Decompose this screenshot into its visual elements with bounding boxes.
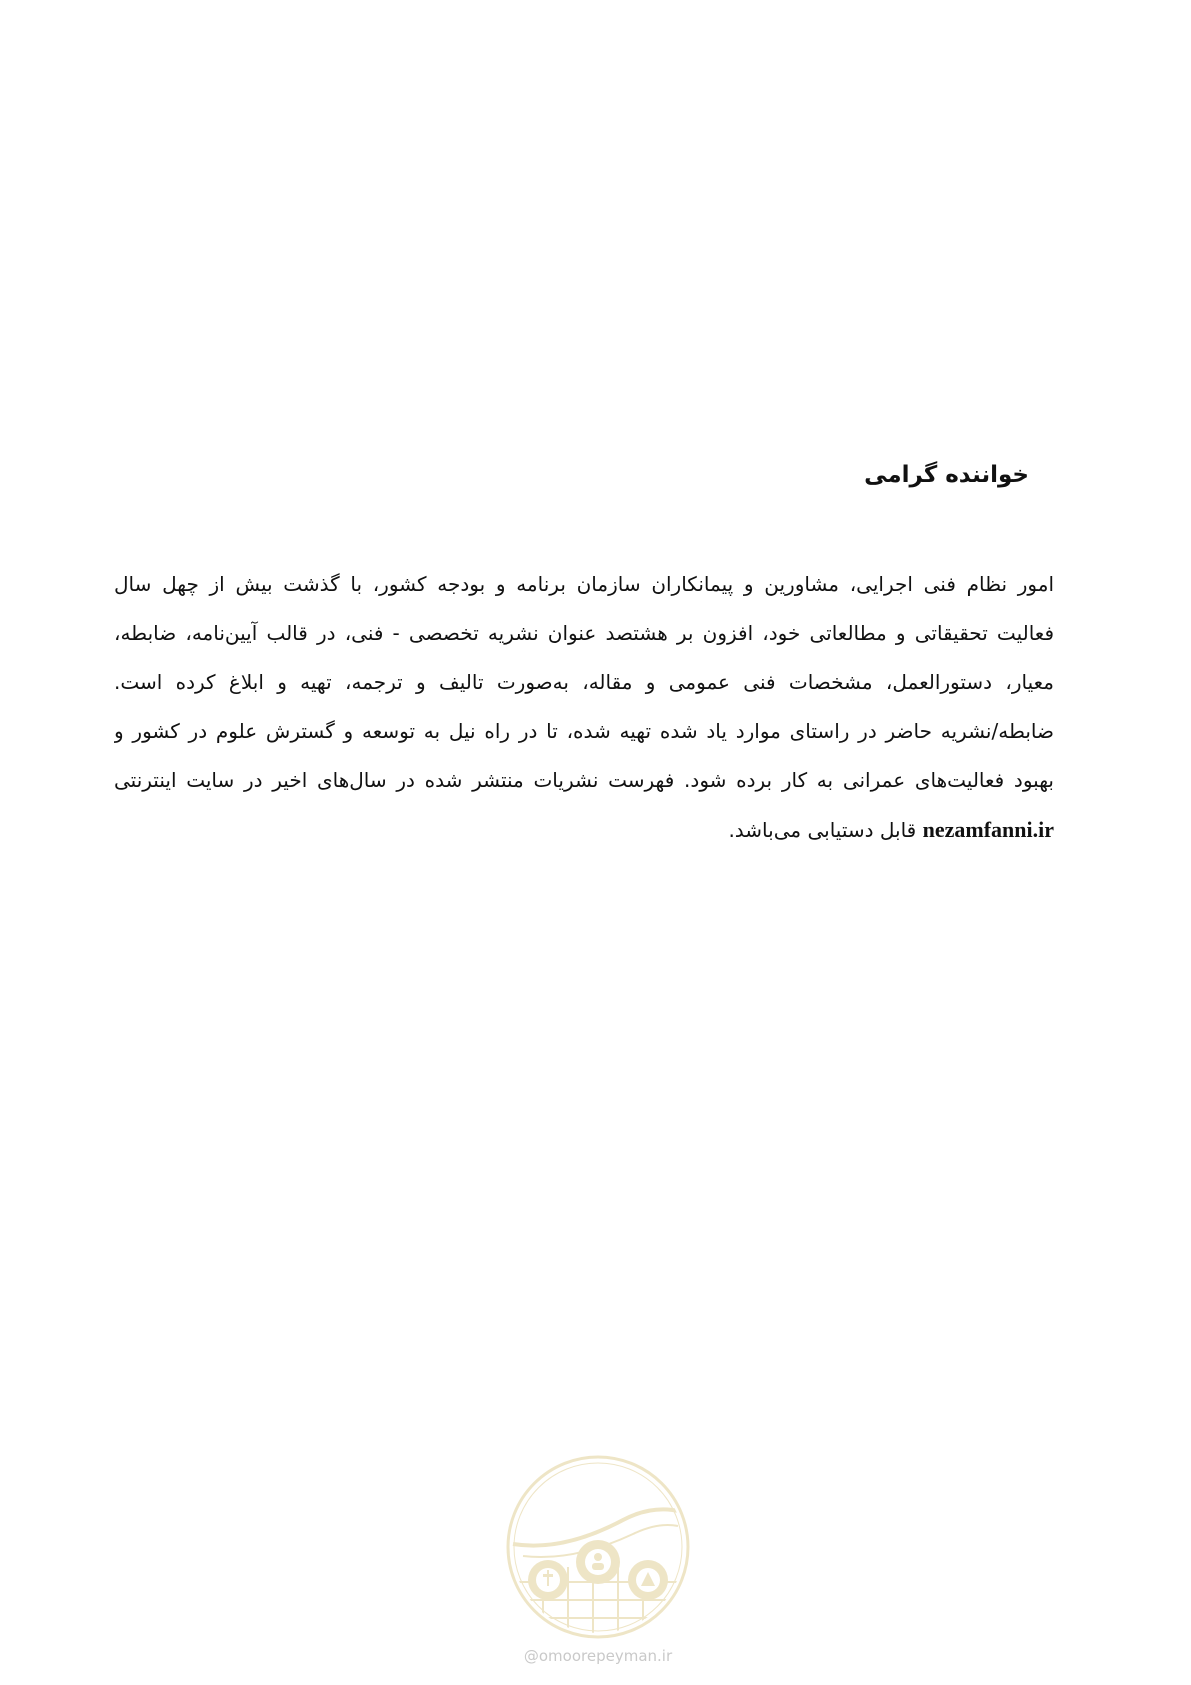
intro-paragraph (114, 560, 1054, 855)
paragraph-line-4: ضابطه/نشریه حاضر در راستای موارد یاد شده تهیه شده، تا در راه نیل به توسعه و گسترش علوم در کشور و (114, 719, 1054, 743)
watermark-caption: @omoorepeyman.ir (523, 1647, 673, 1665)
website-link[interactable]: nezamfanni.ir (922, 817, 1054, 842)
paragraph-line-1: امور نظام فنی اجرایی، مشاورین و پیمانکاران سازمان برنامه و بودجه کشور، با گذشت بیش از چهل سال (114, 572, 1054, 596)
paragraph-line-6 (114, 805, 1054, 855)
paragraph-line-5: بهبود فعالیت‌های عمرانی به کار برده شود. فهرست نشریات منتشر شده در سال‌های اخیر در سایت اینترنتی (114, 768, 1054, 792)
closing-text: قابل دستیابی می‌باشد. (728, 818, 923, 842)
paragraph-line-3: معیار، دستورالعمل، مشخصات فنی عمومی و مقاله، به‌صورت تالیف و ترجمه، تهیه و ابلاغ کرده است. (114, 670, 1054, 694)
watermark-seal-icon (503, 1452, 693, 1642)
paragraph-line-2: فعالیت تحقیقاتی و مطالعاتی خود، افزون بر هشتصد عنوان نشریه تخصصی - فنی، در قالب آیین‌نامه، ضابطه، (114, 621, 1054, 645)
page-title: خواننده گرامی (864, 462, 1029, 488)
